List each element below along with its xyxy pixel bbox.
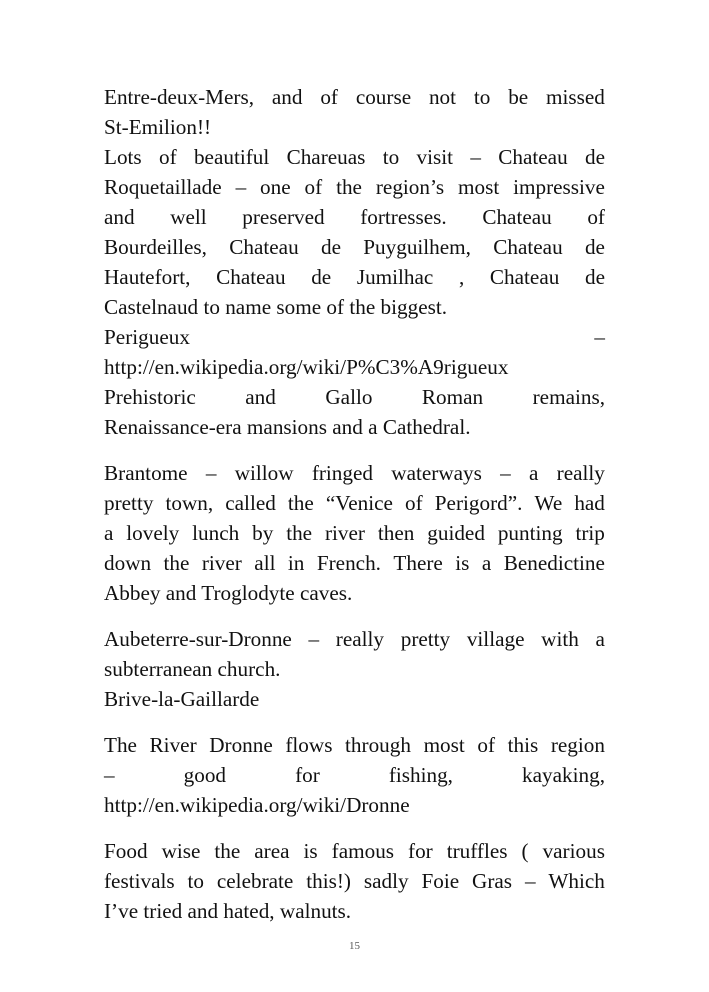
- word: to: [473, 85, 491, 109]
- paragraph: [104, 322, 605, 382]
- word: –: [235, 175, 247, 199]
- word: well: [170, 205, 207, 229]
- word: Perigord”.: [434, 491, 523, 515]
- word: a: [104, 521, 114, 545]
- word: (: [521, 839, 529, 863]
- word: Gras: [472, 869, 513, 893]
- word: the: [214, 839, 241, 863]
- word: The: [104, 733, 137, 757]
- text-line: Castelnaud to name some of the biggest.: [104, 295, 448, 319]
- text-line: [104, 836, 605, 866]
- word: village: [466, 627, 525, 651]
- word: had: [574, 491, 605, 515]
- word: of: [158, 145, 177, 169]
- word: for: [295, 763, 320, 787]
- paragraph: [104, 624, 605, 684]
- word: Chareuas: [286, 145, 366, 169]
- word: willow: [234, 461, 294, 485]
- text-line: [104, 458, 605, 488]
- word: sadly: [363, 869, 409, 893]
- word: Chateau: [216, 265, 286, 289]
- word: guided: [427, 521, 485, 545]
- text-line: [104, 262, 605, 292]
- word: trip: [575, 521, 605, 545]
- word: –: [470, 145, 481, 169]
- word: pretty: [400, 627, 451, 651]
- word: de: [584, 145, 605, 169]
- word: course: [355, 85, 412, 109]
- text-line: [104, 730, 605, 760]
- word: with: [541, 627, 579, 651]
- word: de: [320, 235, 341, 259]
- word: of: [477, 733, 496, 757]
- word: lovely: [126, 521, 180, 545]
- word: the: [336, 175, 362, 199]
- word: visit: [416, 145, 454, 169]
- word: Aubeterre-sur-Dronne: [104, 627, 292, 651]
- text-line: [104, 82, 605, 112]
- word: Puyguilhem,: [363, 235, 471, 259]
- text-line: Renaissance-era mansions and a Cathedral.: [104, 415, 471, 439]
- word: punting: [497, 521, 563, 545]
- text-line: [104, 172, 605, 202]
- paragraph: [104, 142, 605, 322]
- word: famous: [331, 839, 395, 863]
- text-line: http://en.wikipedia.org/wiki/P%C3%A9rigueux: [104, 355, 509, 379]
- word: of: [405, 491, 423, 515]
- word: Food: [104, 839, 148, 863]
- word: really: [335, 627, 385, 651]
- word: lunch: [192, 521, 240, 545]
- word: most: [423, 733, 465, 757]
- word: to: [187, 869, 204, 893]
- word: –: [104, 763, 115, 787]
- text-line: [104, 202, 605, 232]
- word: a: [529, 461, 539, 485]
- word: one: [260, 175, 291, 199]
- word: –: [205, 461, 217, 485]
- word: kayaking,: [522, 763, 605, 787]
- word: celebrate: [216, 869, 294, 893]
- word: of: [304, 175, 323, 199]
- word: Foie: [421, 869, 460, 893]
- word: de: [584, 265, 605, 289]
- word: through: [345, 733, 411, 757]
- word: all: [254, 551, 276, 575]
- text-line: [104, 548, 605, 578]
- word: Chateau: [493, 235, 563, 259]
- word: Perigueux: [104, 325, 190, 349]
- text-line: [104, 866, 605, 896]
- word: called: [225, 491, 276, 515]
- word: Benedictine: [503, 551, 605, 575]
- word: Which: [548, 869, 605, 893]
- word: Gallo: [325, 385, 373, 409]
- word: a: [481, 551, 492, 575]
- word: remains,: [532, 385, 605, 409]
- text-line: Abbey and Troglodyte caves.: [104, 581, 353, 605]
- word: Chateau: [482, 205, 552, 229]
- word: Chateau: [498, 145, 568, 169]
- word: Chateau: [489, 265, 560, 289]
- word: is: [303, 839, 318, 863]
- word: then: [377, 521, 415, 545]
- text-line: subterranean church.: [104, 657, 281, 681]
- paragraph: [104, 382, 605, 442]
- text-line: [104, 518, 605, 548]
- text-line: [104, 322, 605, 352]
- word: river: [201, 551, 242, 575]
- word: river: [324, 521, 365, 545]
- word: area: [254, 839, 290, 863]
- word: region’s: [375, 175, 445, 199]
- word: de: [311, 265, 332, 289]
- word: de: [584, 235, 605, 259]
- word: a: [595, 627, 605, 651]
- word: French.: [316, 551, 381, 575]
- word: We: [534, 491, 563, 515]
- word: Roman: [421, 385, 484, 409]
- text-line: Brive-la-Gaillarde: [104, 687, 260, 711]
- text-line: [104, 232, 605, 262]
- paragraph: [104, 730, 605, 820]
- word: the: [163, 551, 190, 575]
- paragraph: [104, 684, 605, 714]
- word: ,: [458, 265, 465, 289]
- word: truffles: [446, 839, 508, 863]
- word: this: [507, 733, 539, 757]
- word: most: [458, 175, 500, 199]
- word: –: [524, 869, 536, 893]
- word: wise: [161, 839, 201, 863]
- word: various: [542, 839, 605, 863]
- word: festivals: [104, 869, 175, 893]
- word: Dronne: [209, 733, 273, 757]
- word: town,: [165, 491, 214, 515]
- word: waterways: [391, 461, 482, 485]
- text-line: St-Emilion!!: [104, 115, 212, 139]
- text-line: [104, 488, 605, 518]
- word: There: [393, 551, 443, 575]
- word: River: [149, 733, 197, 757]
- word: be: [508, 85, 529, 109]
- text-line: [104, 760, 605, 790]
- word: is: [455, 551, 470, 575]
- text-line: [104, 624, 605, 654]
- word: and: [245, 385, 276, 409]
- word: this!): [306, 869, 351, 893]
- word: missed: [546, 85, 605, 109]
- word: down: [104, 551, 152, 575]
- word: good: [183, 763, 227, 787]
- word: Chateau: [229, 235, 299, 259]
- word: and: [104, 205, 135, 229]
- word: Bourdeilles,: [104, 235, 207, 259]
- word: Lots: [104, 145, 142, 169]
- word: Entre-deux-Mers,: [104, 85, 255, 109]
- paragraph: [104, 458, 605, 608]
- word: flows: [285, 733, 333, 757]
- word: in: [287, 551, 305, 575]
- word: the: [287, 491, 314, 515]
- word: fortresses.: [360, 205, 447, 229]
- word: –: [594, 325, 605, 349]
- word: pretty: [104, 491, 154, 515]
- word: region: [550, 733, 605, 757]
- text-line: [104, 142, 605, 172]
- text-line: [104, 382, 605, 412]
- word: beautiful: [193, 145, 270, 169]
- word: for: [408, 839, 433, 863]
- word: really: [556, 461, 605, 485]
- word: preserved: [242, 205, 325, 229]
- word: of: [587, 205, 605, 229]
- word: fishing,: [388, 763, 453, 787]
- word: Prehistoric: [104, 385, 196, 409]
- word: the: [286, 521, 313, 545]
- word: Jumilhac: [356, 265, 434, 289]
- word: not: [428, 85, 457, 109]
- text-line: I’ve tried and hated, walnuts.: [104, 899, 352, 923]
- word: “Venice: [325, 491, 393, 515]
- page-number: 15: [349, 940, 360, 952]
- word: of: [320, 85, 338, 109]
- paragraph: [104, 836, 605, 926]
- word: impressive: [513, 175, 605, 199]
- page-body-text: [104, 82, 605, 926]
- word: fringed: [311, 461, 373, 485]
- text-line: http://en.wikipedia.org/wiki/Dronne: [104, 793, 410, 817]
- word: Brantome: [104, 461, 188, 485]
- word: to: [382, 145, 400, 169]
- word: –: [500, 461, 511, 485]
- word: by: [252, 521, 274, 545]
- word: –: [308, 627, 320, 651]
- word: Hautefort,: [104, 265, 191, 289]
- word: Roquetaillade: [104, 175, 222, 199]
- paragraph: [104, 82, 605, 142]
- word: and: [271, 85, 303, 109]
